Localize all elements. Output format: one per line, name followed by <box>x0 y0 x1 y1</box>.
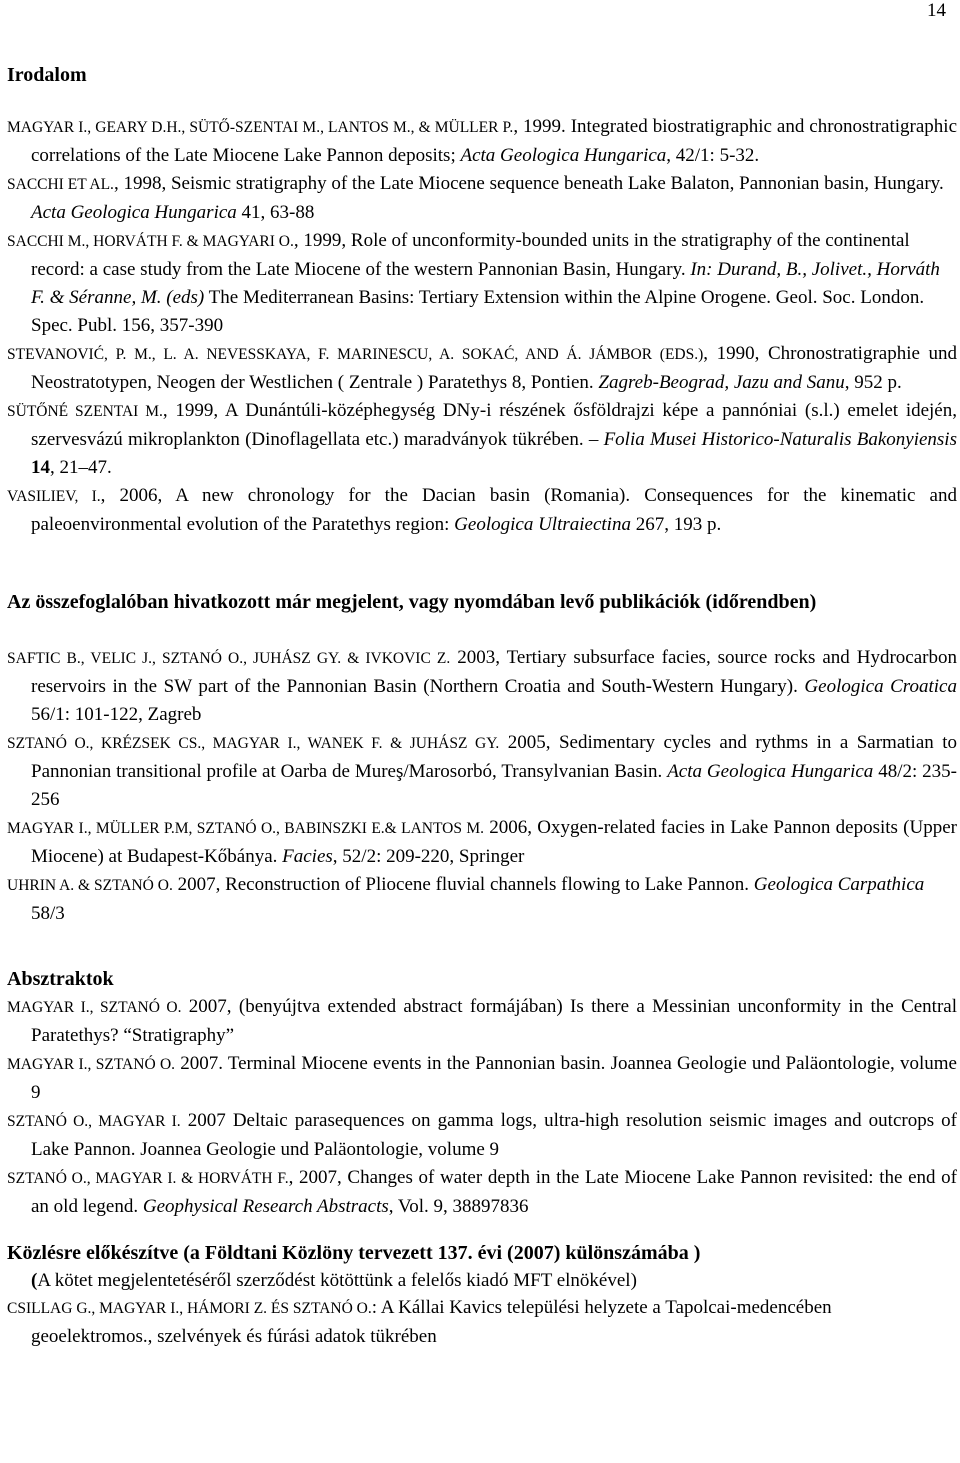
reference-volume: 14 <box>31 457 50 478</box>
reference-editors: In: Durand, B., Jolivet., Horváth F. & Séranne, M. (eds) <box>31 259 940 308</box>
reference-authors: SZTANÓ O., MAGYAR I. <box>7 1113 181 1130</box>
reference-tail: , 21–47. <box>50 457 112 478</box>
reference-tail: , 52/2: 209-220, Springer <box>332 846 525 867</box>
reference-item <box>7 1294 957 1351</box>
reference-authors: VASILIEV, I. <box>7 488 101 505</box>
reference-text: 2005, Sedimentary cycles and rythms in a Sarmatian to Pannonian transitional profile at Oarba de Mureş/Marosorbó, Transylvanian Basin. <box>31 732 958 782</box>
reference-item <box>7 814 957 871</box>
note-open-paren: ( <box>31 1270 38 1291</box>
reference-authors: CSILLAG G., MAGYAR I., HÁMORI Z. ÉS SZTANÓ O. <box>7 1300 372 1317</box>
section-heading-publications: Az összefoglalóban hivatkozott már megjelent, vagy nyomdában levő publikációk (időrendben) <box>7 591 817 613</box>
reference-text: : A Kállai Kavics települési helyzete a Tapolcai-medencében geoelektromos., szelvények és fúrási adatok tükrében <box>31 1297 832 1347</box>
reference-journal: Folia Musei Historico-Naturalis Bakonyiensis <box>603 429 957 450</box>
reference-text: , 1999, Role of unconformity-bounded units in the stratigraphy of the continental record: a case study from the Late Miocene of the western Pannonian Basin, Hungary. <box>31 230 910 280</box>
reference-item <box>7 1164 957 1221</box>
reference-text: , 2007, Changes of water depth in the Late Miocene Lake Pannon revisited: the end of an old legend. <box>31 1167 957 1217</box>
document-body <box>7 62 957 1351</box>
reference-authors: MAGYAR I., GEARY D.H., SÜTŐ-SZENTAI M., LANTOS M., & MÜLLER P. <box>7 119 514 136</box>
reference-journal: Geologica Carpathica <box>753 874 925 895</box>
reference-item <box>7 170 957 227</box>
reference-authors: MAGYAR I., MÜLLER P.M, SZTANÓ O., BABINSZKI E.& LANTOS M. <box>7 820 484 837</box>
reference-tail: 56/1: 101-122, Zagreb <box>31 704 202 725</box>
reference-authors: STEVANOVIĆ, P. M., L. A. NEVESSKAYA, F. MARINESCU, A. SOKAĆ, AND Á. JÁMBOR (EDS.) <box>7 346 704 363</box>
reference-journal: Zagreb-Beograd, Jazu and Sanu <box>598 372 845 393</box>
reference-item <box>7 397 957 482</box>
reference-tail: , 952 p. <box>844 372 902 393</box>
reference-tail: 58/3 <box>31 903 65 924</box>
reference-journal: Acta Geologica Hungarica <box>31 202 237 223</box>
reference-authors: SÜTŐNÉ SZENTAI M. <box>7 403 163 420</box>
reference-journal: Acta Geologica Hungarica <box>460 145 667 166</box>
reference-text: 2007, Reconstruction of Pliocene fluvial channels flowing to Lake Pannon. <box>172 874 754 895</box>
reference-tail: 41, 63-88 <box>236 202 315 223</box>
reference-text: , 2006, A new chronology for the Dacian basin (Romania). Consequences for the kinematic and paleoenvironmental evolution of the Paratethys region: <box>31 485 957 535</box>
reference-text: 2007, (benyújtva extended abstract formájában) Is there a Messinian unconformity in the Central Paratethys? “Stratigraphy” <box>31 996 957 1046</box>
section-heading-abstracts: Absztraktok <box>7 968 114 990</box>
reference-item <box>7 1107 957 1164</box>
reference-item <box>7 340 957 397</box>
reference-text: 2007. Terminal Miocene events in the Pannonian basin. Joannea Geologie und Paläontologie, volume 9 <box>31 1053 957 1103</box>
reference-item <box>7 871 957 928</box>
reference-journal: Geophysical Research Abstracts <box>142 1196 389 1217</box>
reference-tail: 48/2: 235-256 <box>31 761 957 810</box>
reference-text: 2007 Deltaic parasequences on gamma logs, ultra-high resolution seismic images and outcrops of Lake Pannon. Joannea Geologie und Paläontologie, volume 9 <box>31 1110 957 1160</box>
reference-item <box>7 482 957 539</box>
reference-tail: The Mediterranean Basins: Tertiary Extension within the Alpine Orogene. Geol. Soc. London. Spec. Publ. 156, 357-390 <box>31 287 925 336</box>
reference-text: , 1998, Seismic stratigraphy of the Late Miocene sequence beneath Lake Balaton, Pannonian basin, Hungary. <box>113 173 944 194</box>
contract-note <box>7 1267 957 1294</box>
reference-authors: SZTANÓ O., KRÉZSEK CS., MAGYAR I., WANEK F. & JUHÁSZ GY. <box>7 735 500 752</box>
reference-journal: Geologica Croatica <box>804 676 957 697</box>
reference-authors: SACCHI M., HORVÁTH F. & MAGYARI O. <box>7 233 294 250</box>
reference-tail: 267, 193 p. <box>630 514 722 535</box>
reference-tail: , Vol. 9, 38897836 <box>388 1196 529 1217</box>
page-number: 14 <box>927 0 946 21</box>
section-heading-irodalom: Irodalom <box>7 64 87 86</box>
reference-journal: Facies <box>282 846 333 867</box>
reference-journal: Acta Geologica Hungarica <box>667 761 874 782</box>
section-heading-in-preparation: Közlésre előkészítve (a Földtani Közlöny tervezett 137. évi (2007) különszámába ) <box>7 1242 701 1264</box>
reference-item <box>7 1050 957 1107</box>
reference-item <box>7 227 957 340</box>
reference-text: 2006, Oxygen-related facies in Lake Pannon deposits (Upper Miocene) at Budapest-Kőbánya. <box>31 817 957 867</box>
reference-text: , 1999. Integrated biostratigraphic and chronostratigraphic correlations of the Late Miocene Lake Pannon deposits; <box>31 116 957 166</box>
reference-authors: SACCHI ET AL. <box>7 176 114 193</box>
note-text: A kötet megjelentetéséről szerződést kötöttünk a felelős kiadó MFT elnökével) <box>37 1270 637 1291</box>
reference-journal: Geologica Ultraiectina <box>454 514 631 535</box>
reference-authors: SAFTIC B., VELIC J., SZTANÓ O., JUHÁSZ GY. & IVKOVIC Z. <box>7 650 451 667</box>
reference-authors: MAGYAR I., SZTANÓ O. <box>7 1056 176 1073</box>
reference-item <box>7 729 957 814</box>
reference-text: , 1999, A Dunántúli-középhegység DNy-i részének ősföldrajzi képe a pannóniai (s.l.) emelet idején, szervesvázú mikroplankton (Dinoflagellata etc.) maradványok tükrében. – <box>31 400 957 450</box>
reference-authors: SZTANÓ O., MAGYAR I. & HORVÁTH F. <box>7 1170 289 1187</box>
reference-item <box>7 113 957 170</box>
reference-authors: UHRIN A. & SZTANÓ O. <box>7 877 173 894</box>
reference-item <box>7 644 957 729</box>
reference-authors: MAGYAR I., SZTANÓ O. <box>7 999 182 1016</box>
reference-text: , 1990, Chronostratigraphie und Neostratotypen, Neogen der Westlichen ( Zentrale ) Paratethys 8, Pontien. <box>31 343 957 393</box>
reference-text: 2003, Tertiary subsurface facies, source rocks and Hydrocarbon reservoirs in the SW part of the Pannonian Basin (Northern Croatia and South-Western Hungary). <box>31 647 957 697</box>
reference-tail: , 42/1: 5-32. <box>666 145 760 166</box>
reference-item <box>7 993 957 1050</box>
